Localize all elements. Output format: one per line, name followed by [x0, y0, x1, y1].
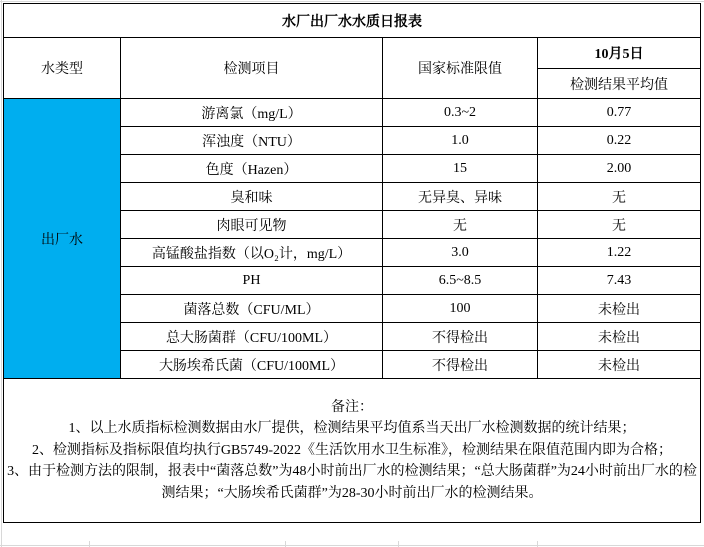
standard-cell: 无异臭、异味: [383, 183, 538, 211]
table-row: [4, 99, 701, 127]
standard-cell: 不得检出: [383, 323, 538, 351]
spreadsheet-gridline-tick: [537, 541, 538, 547]
standard-cell: 3.0: [383, 239, 538, 267]
title-row: [4, 4, 701, 38]
item-cell: 肉眼可见物: [121, 211, 383, 239]
col-header-standard-limit: 国家标准限值: [383, 38, 538, 99]
note-line: 3、由于检测方法的限制，报表中“菌落总数”为48小时前出厂水的检测结果；“总大肠菌群”为24小时前出厂水的检测结果；“大肠埃希氏菌群”为28-30小时前出厂水的检测结果。: [7, 464, 697, 501]
result-cell: 0.22: [538, 127, 701, 155]
result-cell: 7.43: [538, 267, 701, 295]
notes-row: [4, 379, 701, 523]
water-quality-report-table: [3, 3, 701, 523]
note-line: 1、以上水质指标检测数据由水厂提供，检测结果平均值系当天出厂水检测数据的统计结果；: [68, 421, 636, 437]
result-cell: 0.77: [538, 99, 701, 127]
item-cell: 浑浊度（NTU）: [121, 127, 383, 155]
notes-label: 备注：: [331, 399, 373, 415]
page-title: 水厂出厂水水质日报表: [4, 4, 701, 38]
notes-cell: [4, 379, 701, 523]
spreadsheet-gridline-tick: [285, 541, 286, 547]
result-cell: 2.00: [538, 155, 701, 183]
standard-cell: 不得检出: [383, 351, 538, 379]
col-header-result-average: 检测结果平均值: [538, 69, 701, 99]
item-cell: 高锰酸盐指数（以O₂计，mg/L）: [121, 239, 383, 267]
standard-cell: 1.0: [383, 127, 538, 155]
spreadsheet-gridline-left: [1, 0, 2, 547]
result-cell: 无: [538, 183, 701, 211]
standard-cell: 100: [383, 295, 538, 323]
col-header-test-item: 检测项目: [121, 38, 383, 99]
item-cell: 总大肠菌群（CFU/100ML）: [121, 323, 383, 351]
spreadsheet-gridline-tick: [398, 541, 399, 547]
item-cell: 游离氯（mg/L）: [121, 99, 383, 127]
col-header-water-type: 水类型: [4, 38, 121, 99]
spreadsheet-gridline-top: [0, 1, 704, 2]
standard-cell: 15: [383, 155, 538, 183]
spreadsheet-gridline-bottom: [0, 545, 704, 546]
result-cell: 无: [538, 211, 701, 239]
result-cell: 1.22: [538, 239, 701, 267]
result-cell: 未检出: [538, 351, 701, 379]
spreadsheet-gridline-tick: [89, 541, 90, 547]
item-cell: 菌落总数（CFU/ML）: [121, 295, 383, 323]
result-cell: 未检出: [538, 295, 701, 323]
water-category-cell: 出厂水: [4, 99, 121, 379]
item-cell: 臭和味: [121, 183, 383, 211]
item-cell: 色度（Hazen）: [121, 155, 383, 183]
standard-cell: 6.5~8.5: [383, 267, 538, 295]
standard-cell: 0.3~2: [383, 99, 538, 127]
note-line: 2、检测指标及指标限值均执行GB5749-2022《生活饮用水卫生标准》，检测结果在限值范围内即为合格；: [31, 442, 673, 458]
header-row: [4, 38, 701, 69]
item-cell: PH: [121, 267, 383, 295]
col-header-date: 10月5日: [538, 38, 701, 69]
item-cell: 大肠埃希氏菌（CFU/100ML）: [121, 351, 383, 379]
result-cell: 未检出: [538, 323, 701, 351]
standard-cell: 无: [383, 211, 538, 239]
